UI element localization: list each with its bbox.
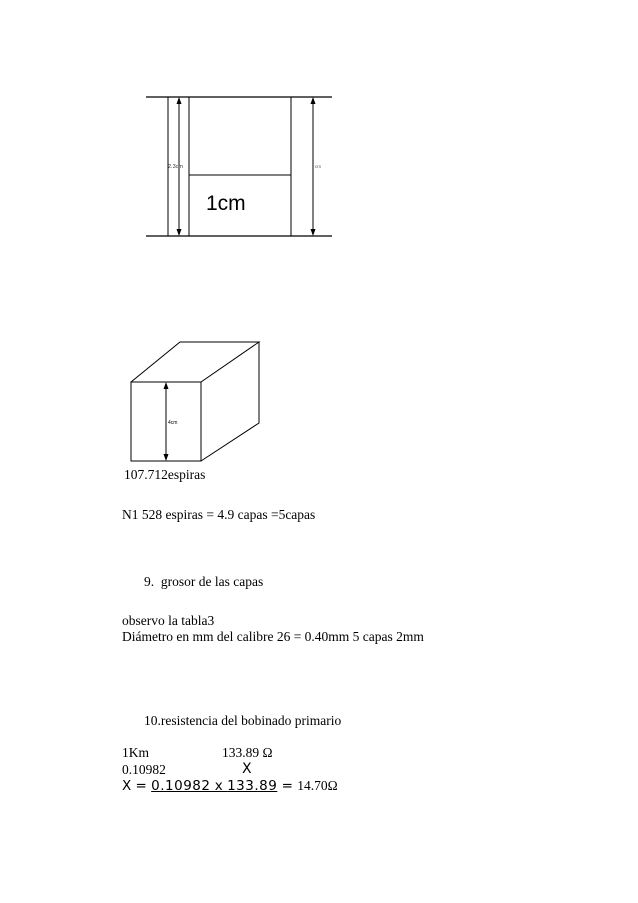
- right-arrow-bottom: [311, 229, 316, 236]
- formula-result: 14.70Ω: [297, 778, 338, 793]
- section-9-heading: [144, 574, 263, 590]
- left-arrow-bottom: [177, 229, 182, 236]
- formula-lhs: X =: [122, 778, 152, 794]
- core-box-diagram: [0, 330, 638, 470]
- box-arrow-top: [164, 382, 169, 389]
- section-10-heading: 10.resistencia del bobinado primario: [144, 713, 342, 728]
- n1-layers-line: N1 528 espiras = 4.9 capas =5capas: [122, 507, 316, 522]
- diameter-line: Diámetro en mm del calibre 26 = 0.40mm 5 capas 2mm: [122, 629, 424, 644]
- left-dimension-label: 2.3cm: [168, 164, 183, 170]
- table-note: observo la tabla3: [122, 613, 215, 628]
- right-arrow-top: [311, 97, 316, 104]
- row1-right: 133.89 Ω: [222, 745, 273, 760]
- formula-num1: 0.10982: [151, 778, 211, 794]
- left-arrow-top: [177, 97, 182, 104]
- row2-left: 0.10982: [122, 762, 166, 777]
- box-right-face: [201, 342, 259, 461]
- resistance-formula: [122, 778, 338, 794]
- section-9-title: grosor de las capas: [160, 574, 264, 589]
- box-dimension-label: 4cm: [168, 420, 178, 426]
- box-arrow-bottom: [164, 454, 169, 461]
- formula-op: x: [210, 778, 228, 794]
- section-9-number: 9.: [144, 574, 155, 589]
- row1-left: 1Km: [122, 745, 149, 760]
- coil-window-diagram: [0, 0, 638, 260]
- box-top-face: [131, 342, 259, 382]
- row2-right: X: [242, 761, 252, 777]
- center-dimension-label: 1cm: [206, 192, 246, 215]
- formula-eq: =: [277, 778, 298, 794]
- right-dimension-label: cm: [315, 164, 321, 169]
- formula-num2: 133.89: [227, 778, 278, 794]
- turns-result: 107.712espiras: [124, 467, 206, 482]
